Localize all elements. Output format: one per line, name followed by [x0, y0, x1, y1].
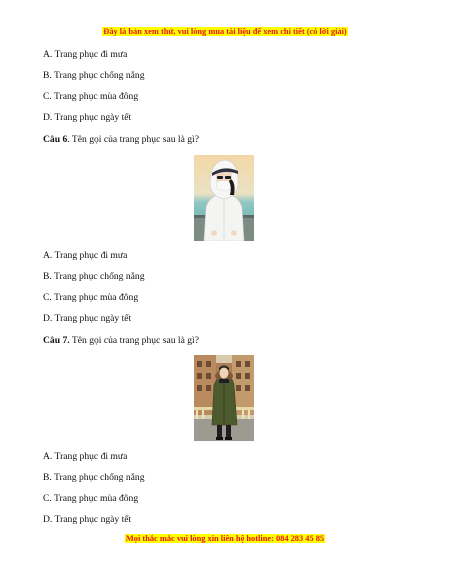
- question-6: [43, 134, 199, 146]
- q7-option-d: D. Trang phục ngày tết: [43, 514, 132, 525]
- question-7-number: Câu 7.: [43, 335, 70, 346]
- q6-option-d: D. Trang phục ngày tết: [43, 313, 132, 324]
- q6-option-a: A. Trang phục đi mưa: [43, 250, 128, 261]
- option-a: A. Trang phục đi mưa: [43, 49, 128, 60]
- hotline-banner: [0, 534, 450, 544]
- q7-option-c: C. Trang phục mùa đông: [43, 493, 139, 504]
- question-6-text: . Tên gọi của trang phục sau là gì?: [67, 134, 199, 145]
- preview-notice-banner: [0, 27, 450, 37]
- preview-notice-text: Đây là bản xem thử, vui lòng mua tài liệu để xem chi tiết (có lời giải): [103, 27, 347, 36]
- option-b: B. Trang phục chống nắng: [43, 70, 145, 81]
- question-7: [43, 335, 199, 347]
- sun-protective-clothing-illustration: [194, 155, 254, 241]
- winter-clothing-illustration: [194, 355, 254, 441]
- question-7-text: Tên gọi của trang phục sau là gì?: [69, 335, 199, 346]
- q6-option-c: C. Trang phục mùa đông: [43, 292, 139, 303]
- option-c: C. Trang phục mùa đông: [43, 91, 139, 102]
- option-d: D. Trang phục ngày tết: [43, 112, 132, 123]
- question-6-number: Câu 6: [43, 134, 68, 145]
- hotline-text: Mọi thắc mắc vui lòng xin liên hệ hotline: 084 283 45 85: [125, 534, 325, 543]
- q7-option-a: A. Trang phục đi mưa: [43, 451, 128, 462]
- q6-option-b: B. Trang phục chống nắng: [43, 271, 145, 282]
- q7-option-b: B. Trang phục chống nắng: [43, 472, 145, 483]
